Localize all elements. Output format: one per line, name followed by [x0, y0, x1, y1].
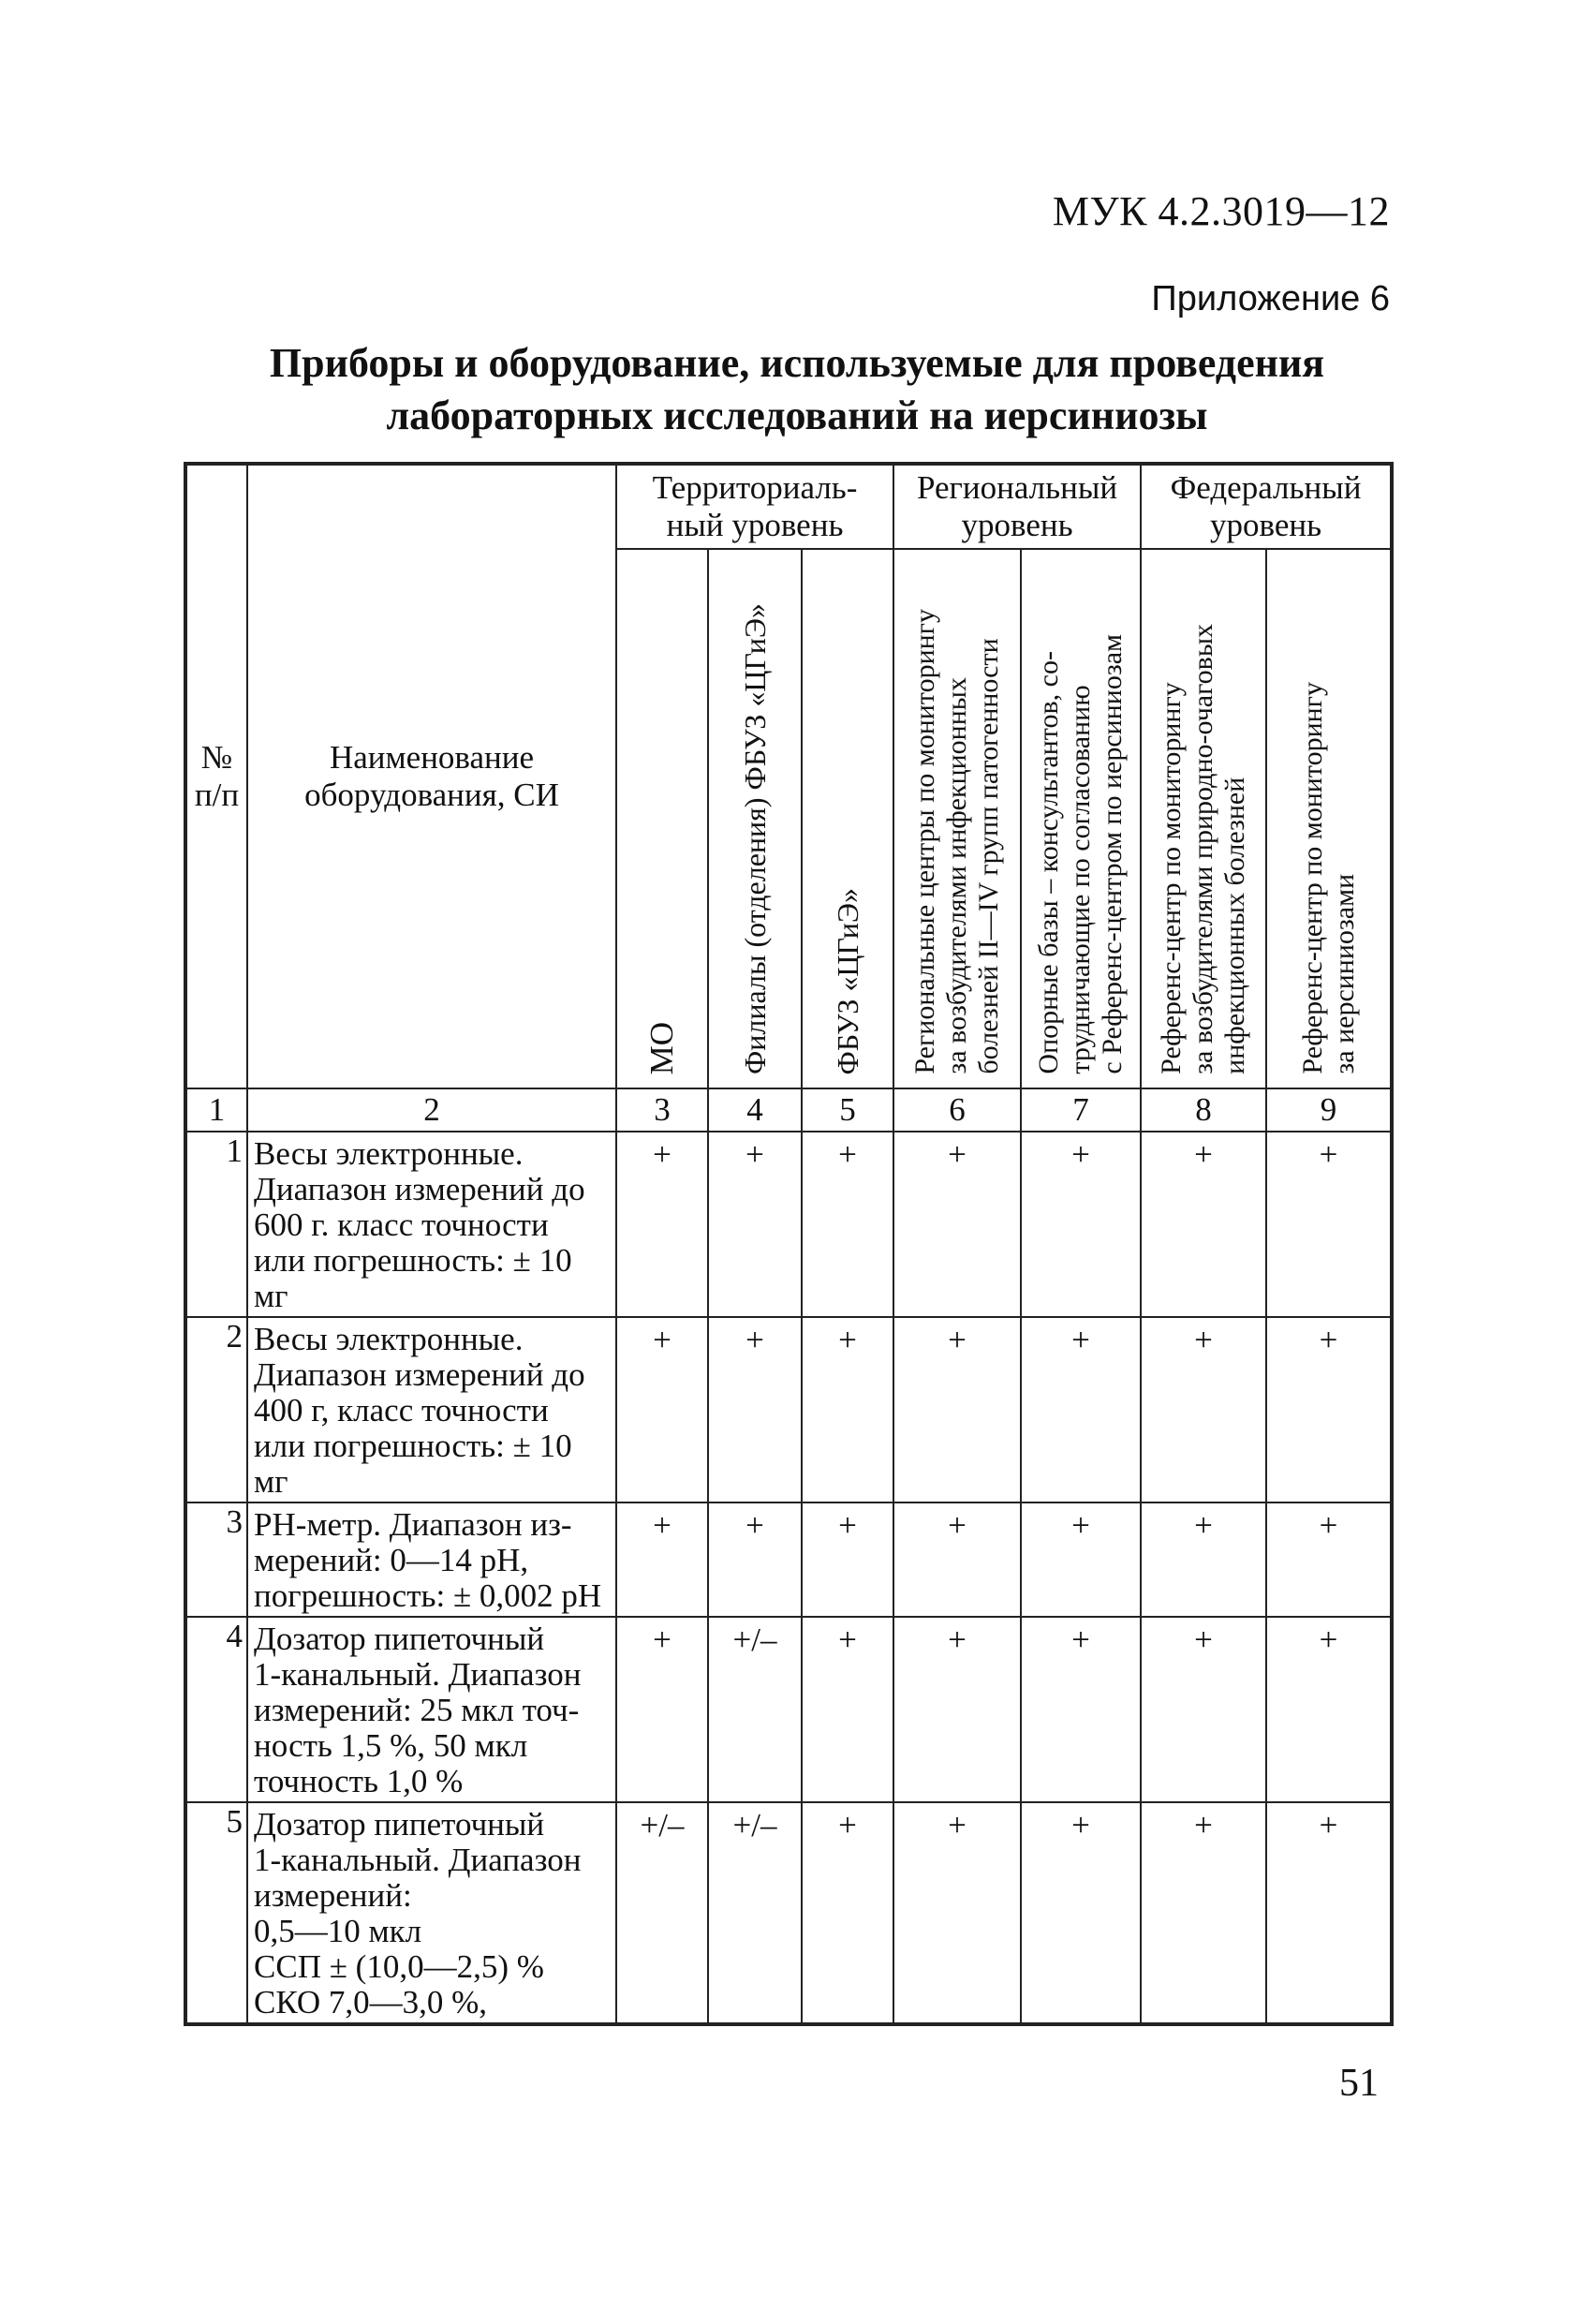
availability-mark: + — [708, 1317, 802, 1502]
index-cell: 7 — [1021, 1088, 1141, 1132]
equipment-name: Весы электронные. Диапазон измерений до 600 г. класс точности или погрешность: ± 10 мг — [247, 1132, 616, 1317]
availability-mark: + — [802, 1617, 893, 1802]
availability-mark: + — [1021, 1317, 1141, 1502]
availability-mark: + — [616, 1617, 708, 1802]
equipment-name: Дозатор пипеточный 1-канальный. Диапазон измерений: 25 мкл точ- ность 1,5 %, 50 мкл точность 1,0 % — [247, 1617, 616, 1802]
availability-mark: + — [1141, 1317, 1266, 1502]
availability-mark: + — [1141, 1502, 1266, 1617]
index-cell: 2 — [247, 1088, 616, 1132]
table-row — [185, 1802, 1392, 2024]
index-cell: 6 — [893, 1088, 1021, 1132]
availability-mark: + — [1021, 1802, 1141, 2024]
availability-mark: + — [802, 1132, 893, 1317]
table-row — [185, 1317, 1392, 1502]
availability-mark: + — [893, 1502, 1021, 1617]
availability-mark: + — [708, 1132, 802, 1317]
availability-mark: + — [893, 1617, 1021, 1802]
page-title — [187, 337, 1407, 442]
equipment-name: PH-метр. Диапазон из- мерений: 0—14 pH, погрешность: ± 0,002 pH — [247, 1502, 616, 1617]
subheader-branches-text: Филиалы (отделения) ФБУЗ «ЦГиЭ» — [738, 603, 772, 1074]
equipment-table — [184, 462, 1394, 2026]
index-cell: 8 — [1141, 1088, 1266, 1132]
availability-mark: + — [893, 1132, 1021, 1317]
subheader-reference-natural-foci-text: Референс-центр по мониторингу за возбудителями природно-очаговых инфекционных болезней — [1156, 624, 1251, 1074]
table-row — [185, 1132, 1392, 1317]
availability-mark: + — [1266, 1502, 1392, 1617]
document-code: МУК 4.2.3019—12 — [1052, 188, 1390, 234]
availability-mark: + — [1266, 1617, 1392, 1802]
subheader-reference-natural-foci — [1141, 549, 1266, 1088]
title-line-2: лабораторных исследований на иерсиниозы — [386, 392, 1208, 438]
col-name-header-text: Наименование оборудования, СИ — [304, 739, 559, 813]
availability-mark: + — [893, 1317, 1021, 1502]
col-number-header — [185, 464, 247, 1088]
subheader-fbuz — [802, 549, 893, 1088]
subheader-regional-centers — [893, 549, 1021, 1088]
availability-mark: + — [1021, 1502, 1141, 1617]
availability-mark: +/– — [708, 1617, 802, 1802]
availability-mark: + — [802, 1317, 893, 1502]
row-number: 3 — [185, 1502, 247, 1617]
equipment-name: Дозатор пипеточный 1-канальный. Диапазон измерений: 0,5—10 мкл ССП ± (10,0—2,5) % СКО 7,0—3,0 %, — [247, 1802, 616, 2024]
availability-mark: + — [1021, 1132, 1141, 1317]
group-territorial-header — [616, 464, 893, 549]
equipment-name: Весы электронные. Диапазон измерений до 400 г, класс точности или погрешность: ± 10 мг — [247, 1317, 616, 1502]
availability-mark: + — [893, 1802, 1021, 2024]
page-number: 51 — [1339, 2062, 1379, 2105]
group-regional-text: Региональный уровень — [916, 469, 1118, 543]
availability-mark: + — [1266, 1802, 1392, 2024]
row-number: 4 — [185, 1617, 247, 1802]
row-number: 2 — [185, 1317, 247, 1502]
group-federal-header — [1141, 464, 1392, 549]
table-row — [185, 1502, 1392, 1617]
availability-mark: + — [802, 1502, 893, 1617]
title-line-1: Приборы и оборудование, используемые для проведения — [269, 340, 1325, 386]
group-federal-text: Федеральный уровень — [1170, 469, 1362, 543]
subheader-support-bases — [1021, 549, 1141, 1088]
availability-mark: +/– — [616, 1802, 708, 2024]
availability-mark: + — [1021, 1617, 1141, 1802]
index-cell: 9 — [1266, 1088, 1392, 1132]
availability-mark: +/– — [708, 1802, 802, 2024]
availability-mark: + — [1266, 1317, 1392, 1502]
availability-mark: + — [1141, 1617, 1266, 1802]
row-number: 1 — [185, 1132, 247, 1317]
group-territorial-text: Территориаль- ный уровень — [652, 469, 858, 543]
subheader-regional-centers-text: Региональные центры по мониторингу за возбудителями инфекционных болезней II—IV групп патогенности — [909, 609, 1005, 1074]
col-name-header — [247, 464, 616, 1088]
subheader-support-bases-text: Опорные базы – консультантов, со- трудничающие по согласованию с Референс-центром по иерсиниозам — [1033, 634, 1129, 1074]
table-row — [185, 1617, 1392, 1802]
index-cell: 4 — [708, 1088, 802, 1132]
availability-mark: + — [616, 1317, 708, 1502]
subheader-reference-yersiniosis-text: Референс-центр по мониторингу за иерсиниозами — [1296, 682, 1360, 1074]
availability-mark: + — [616, 1132, 708, 1317]
availability-mark: + — [1141, 1132, 1266, 1317]
column-index-row — [185, 1088, 1392, 1132]
index-cell: 5 — [802, 1088, 893, 1132]
availability-mark: + — [1266, 1132, 1392, 1317]
availability-mark: + — [616, 1502, 708, 1617]
subheader-fbuz-text: ФБУЗ «ЦГиЭ» — [831, 887, 865, 1074]
row-number: 5 — [185, 1802, 247, 2024]
availability-mark: + — [708, 1502, 802, 1617]
subheader-branches — [708, 549, 802, 1088]
availability-mark: + — [1141, 1802, 1266, 2024]
subheader-mo-text: МО — [643, 1021, 680, 1074]
subheader-reference-yersiniosis — [1266, 549, 1392, 1088]
availability-mark: + — [802, 1802, 893, 2024]
index-cell: 3 — [616, 1088, 708, 1132]
appendix-label: Приложение 6 — [1151, 279, 1390, 318]
col-number-header-text: № п/п — [194, 739, 240, 813]
index-cell: 1 — [185, 1088, 247, 1132]
subheader-mo — [616, 549, 708, 1088]
group-regional-header — [893, 464, 1141, 549]
